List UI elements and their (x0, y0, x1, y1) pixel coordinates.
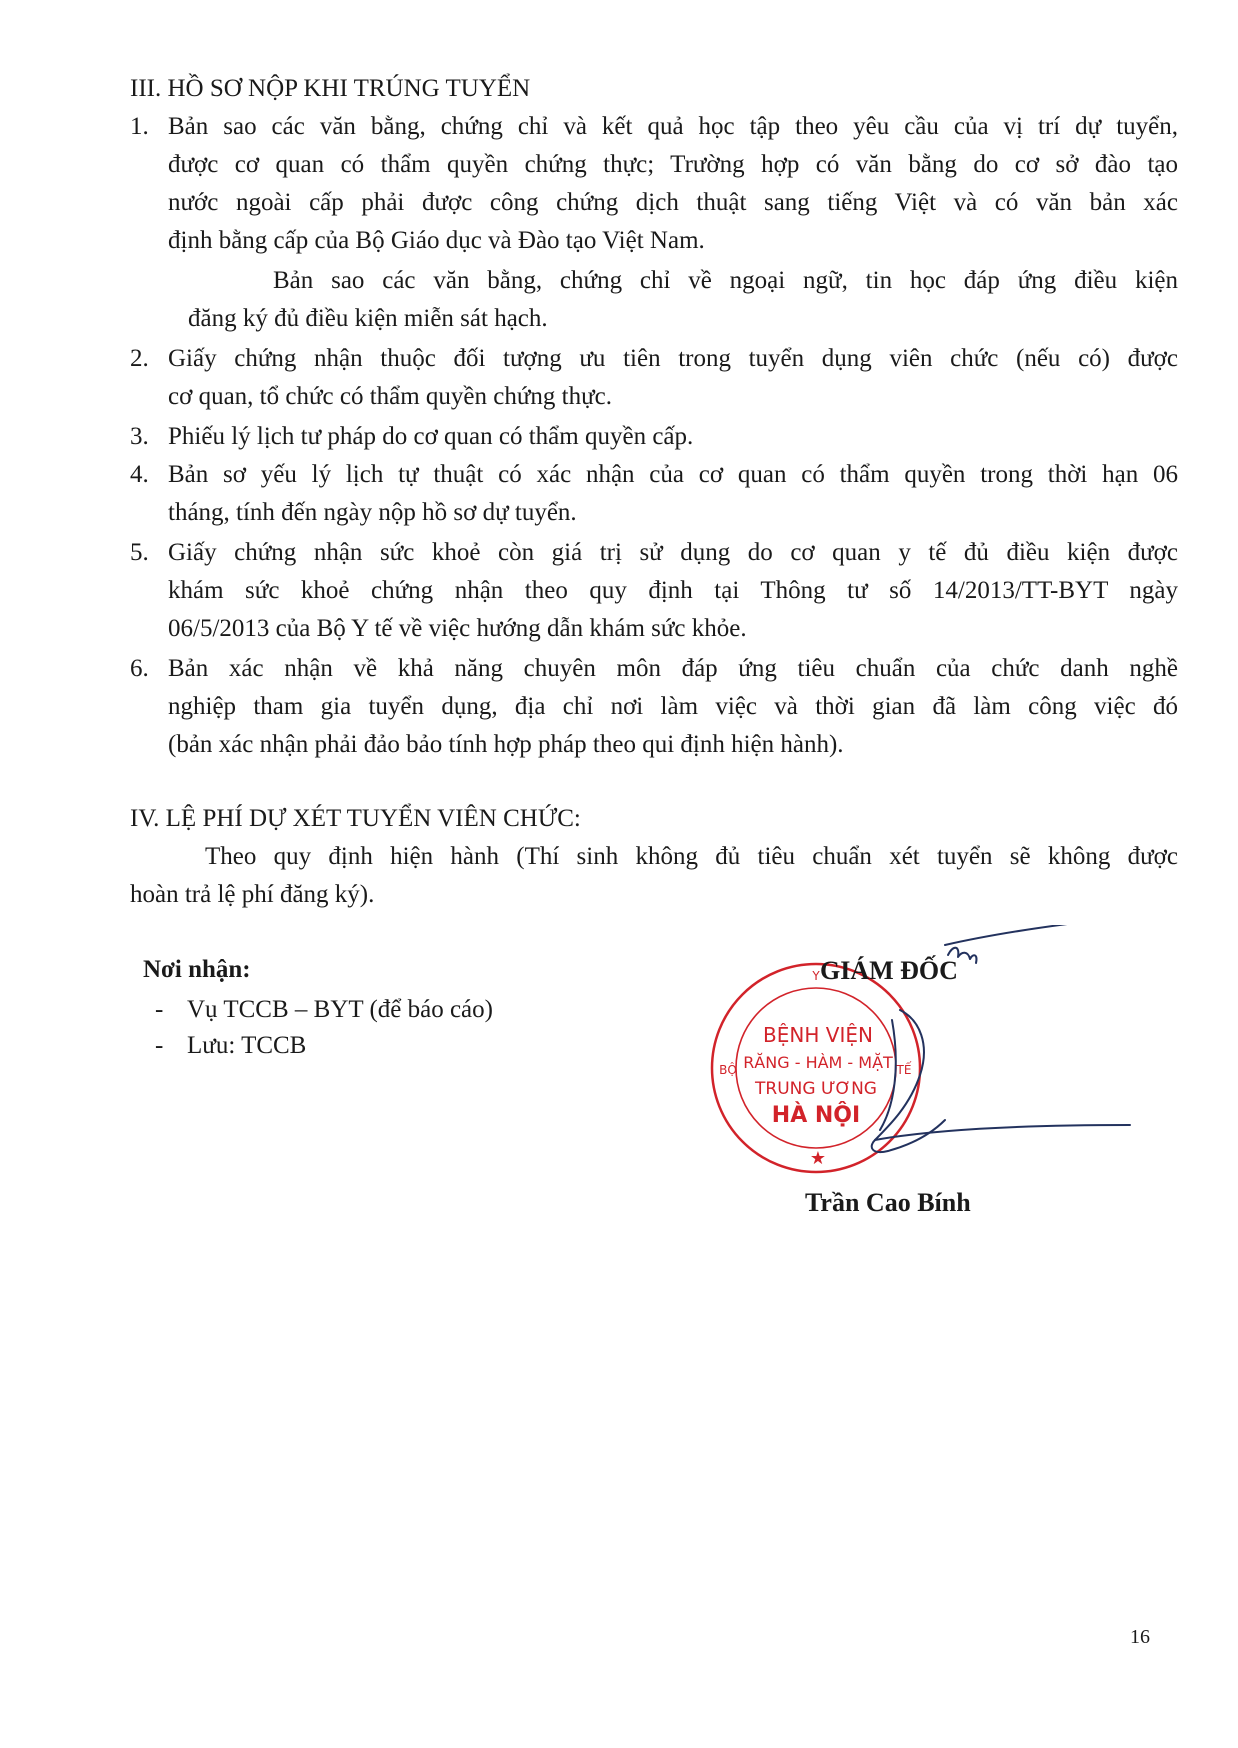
item-4-text (168, 456, 1178, 532)
page-number: 16 (1130, 1626, 1150, 1648)
item-3-number: 3. (130, 423, 149, 450)
recipient-text: Vụ TCCB – BYT (để báo cáo) (187, 996, 493, 1023)
item-6-line-1: Bản xác nhận về khả năng chuyên môn đáp ứng tiêu chuẩn của chức danh nghề (168, 655, 1178, 682)
item-2-line-2: cơ quan, tổ chức có thẩm quyền chứng thực. (168, 383, 613, 410)
item-2-number: 2. (130, 345, 149, 372)
recipients-title: Nơi nhận: (143, 956, 251, 983)
item-6-line-3: (bản xác nhận phải đảo bảo tính hợp pháp theo qui định hiện hành). (168, 731, 844, 758)
seal-line-2: RĂNG - HÀM - MẶT (743, 1053, 893, 1072)
seal-line-4: HÀ NỘI (771, 1103, 861, 1128)
item-5-text (168, 534, 1178, 648)
item-2-text (168, 340, 1178, 416)
item-1-subparagraph (188, 262, 1178, 338)
item-6-number: 6. (130, 655, 149, 682)
signature-title: GIÁM ĐỐC (820, 956, 958, 985)
item-1-sub-line-1: Bản sao các văn bằng, chứng chỉ về ngoại ngữ, tin học đáp ứng điều kiện (273, 267, 1178, 294)
item-3-line-1: Phiếu lý lịch tư pháp do cơ quan có thẩm quyền cấp. (168, 423, 694, 450)
item-5-line-3: 06/5/2013 của Bộ Y tế về việc hướng dẫn khám sức khỏe. (168, 615, 747, 642)
item-4-number: 4. (130, 461, 149, 488)
recipient-text: Lưu: TCCB (187, 1032, 307, 1059)
item-5-line-1: Giấy chứng nhận sức khoẻ còn giá trị sử dụng do cơ quan y tế đủ điều kiện được (168, 539, 1178, 566)
item-6-text (168, 650, 1178, 764)
item-5-line-2: khám sức khoẻ chứng nhận theo quy định tại Thông tư số 14/2013/TT-BYT ngày (168, 577, 1178, 604)
item-1-line-2: được cơ quan có thẩm quyền chứng thực; Trường hợp có văn bằng do cơ sở đào tạo (168, 151, 1178, 178)
item-4-line-1: Bản sơ yếu lý lịch tự thuật có xác nhận của cơ quan có thẩm quyền trong thời hạn 06 (168, 461, 1178, 488)
item-1-line-1: Bản sao các văn bằng, chứng chỉ và kết quả học tập theo yêu cầu của vị trí dự tuyển, (168, 113, 1178, 140)
item-1-line-4: định bằng cấp của Bộ Giáo dục và Đào tạo Việt Nam. (168, 227, 705, 254)
seal-top-text: Y (812, 969, 820, 983)
signer-name: Trần Cao Bính (805, 1188, 971, 1217)
seal-line-3: TRUNG ƯƠNG (755, 1079, 877, 1099)
item-1-sub-line-2: đăng ký đủ điều kiện miễn sát hạch. (188, 305, 548, 332)
item-1-number: 1. (130, 113, 149, 140)
item-3-text (168, 418, 1178, 456)
item-5-number: 5. (130, 539, 149, 566)
item-1-line-3: nước ngoài cấp phải được công chứng dịch thuật sang tiếng Việt và có văn bản xác (168, 189, 1178, 216)
section-4-heading: IV. LỆ PHÍ DỰ XÉT TUYỂN VIÊN CHỨC: (130, 805, 581, 832)
seal-star: ★ (809, 1148, 827, 1169)
item-6-line-2: nghiệp tham gia tuyển dụng, địa chỉ nơi làm việc và thời gian đã làm công việc đó (168, 693, 1178, 720)
seal-line-1: BỆNH VIỆN (763, 1023, 873, 1047)
recipient-item-1 (155, 992, 493, 1028)
section-4-paragraph-line-2: hoàn trả lệ phí đăng ký). (130, 881, 375, 908)
item-1-text (168, 108, 1178, 260)
recipient-dash: - (155, 1032, 164, 1059)
recipient-dash: - (155, 996, 164, 1023)
section-3-heading: III. HỒ SƠ NỘP KHI TRÚNG TUYỂN (130, 75, 531, 102)
section-4-paragraph-line-1: Theo quy định hiện hành (Thí sinh không đủ tiêu chuẩn xét tuyển sẽ không được (205, 843, 1178, 870)
seal-right-text: TẾ (896, 1063, 912, 1077)
item-2-line-1: Giấy chứng nhận thuộc đối tượng ưu tiên trong tuyển dụng viên chức (nếu có) được (168, 345, 1178, 372)
recipient-item-2 (155, 1028, 306, 1064)
handwritten-signature (780, 925, 1140, 1185)
seal-left-text: BỘ (719, 1063, 737, 1077)
item-4-line-2: tháng, tính đến ngày nộp hồ sơ dự tuyển. (168, 499, 577, 526)
